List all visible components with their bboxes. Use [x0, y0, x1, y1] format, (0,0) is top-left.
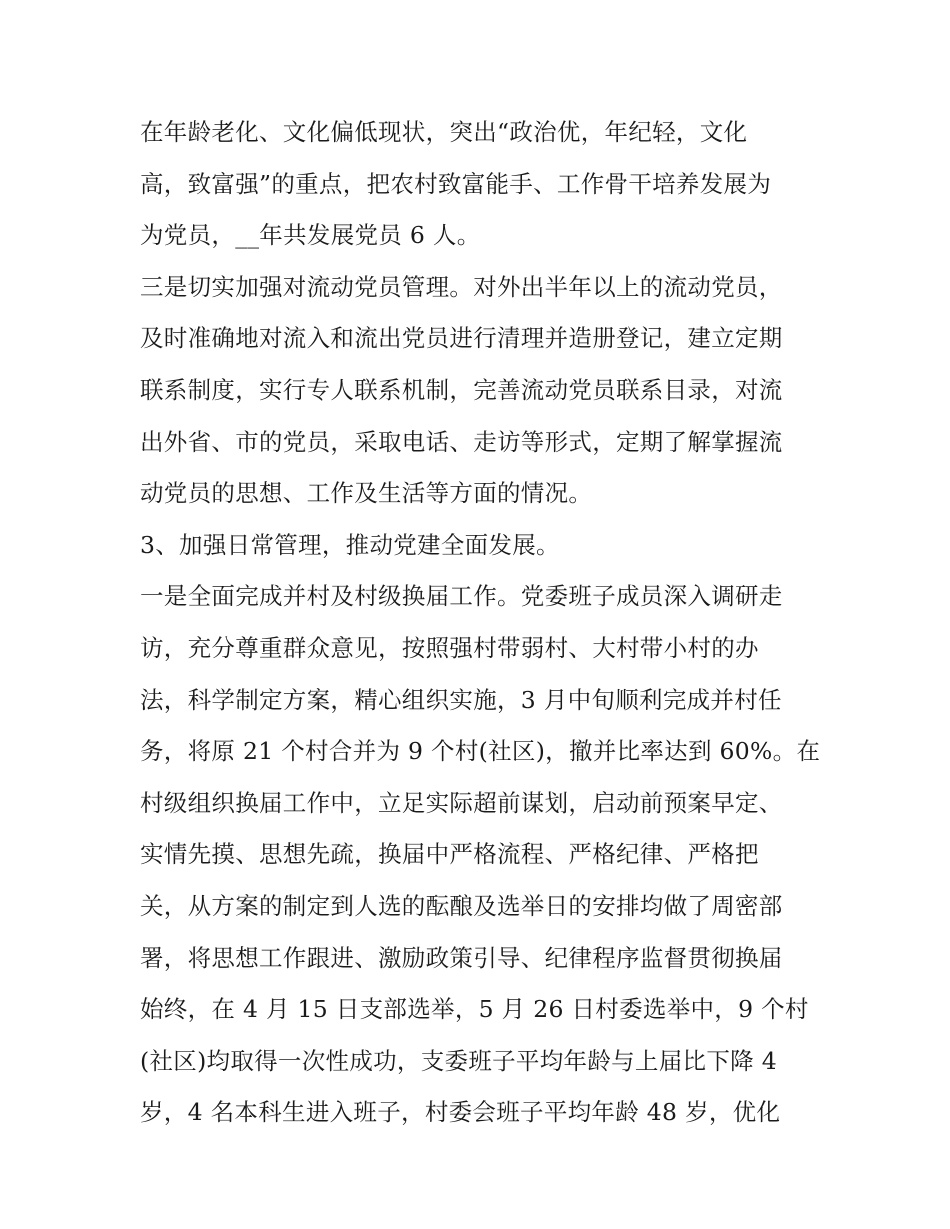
text-line: 在年龄老化、文化偏低现状，突出“政治优，年纪轻，文化 — [140, 118, 748, 146]
text-line: 法，科学制定方案，精心组织实施，3 月中旬顺利完成并村任 — [140, 685, 782, 714]
section-heading: 3、加强日常管理，推动党建全面发展。 — [140, 530, 560, 559]
text-line: 关，从方案的制定到人选的酝酿及选举日的安排均做了周密部 — [140, 891, 783, 920]
text-line: 高，致富强”的重点，把农村致富能手、工作骨干培养发展为 — [140, 169, 772, 198]
text-line: 三是切实加强对流动党员管理。对外出半年以上的流动党员， — [140, 272, 783, 301]
text-line: 村级组织换届工作中，立足实际超前谋划，启动前预案早定、 — [140, 788, 783, 817]
text-line: 访，充分尊重群众意见，按照强村带弱村、大村带小村的办 — [140, 633, 759, 662]
text-line: 联系制度，实行专人联系机制，完善流动党员联系目录，对流 — [140, 375, 783, 404]
text-line: 始终，在 4 月 15 日支部选举，5 月 26 日村委选举中，9 个村 — [140, 995, 809, 1024]
text-line: 实情先摸、思想先疏，换届中严格流程、严格纪律、严格把 — [140, 840, 759, 869]
text-line: 为党员，__年共发展党员 6 人。 — [140, 221, 481, 250]
text-line: 岁，4 名本科生进入班子，村委会班子平均年龄 48 岁，优化 — [140, 1098, 781, 1127]
text-line: 出外省、市的党员，采取电话、走访等形式，定期了解掌握流 — [140, 427, 783, 456]
text-line: 动党员的思想、工作及生活等方面的情况。 — [140, 479, 593, 508]
document-body — [140, 107, 830, 1139]
text-line: 及时准确地对流入和流出党员进行清理并造册登记，建立定期 — [140, 324, 783, 353]
text-line: 务，将原 21 个村合并为 9 个村(社区)，撤并比率达到 60%。在 — [140, 737, 821, 766]
text-line: 一是全面完成并村及村级换届工作。党委班子成员深入调研走 — [140, 582, 783, 611]
text-line: (社区)均取得一次性成功，支委班子平均年龄与上届比下降 4 — [140, 1046, 777, 1075]
text-line: 署，将思想工作跟进、激励政策引导、纪律程序监督贯彻换届 — [140, 943, 783, 972]
